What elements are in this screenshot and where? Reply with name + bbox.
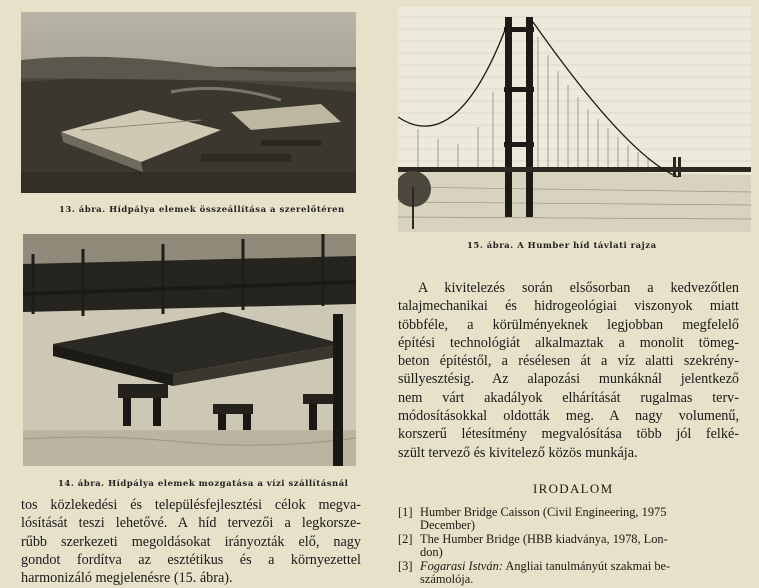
reference-text: The Humber Bridge (HBB kiadványa, 1978, Lon-	[420, 532, 668, 547]
references-list	[398, 506, 748, 588]
text-line: talajmechanikai és hidrogeológiai viszonyok miatt	[398, 298, 739, 315]
figure-13-caption: 13. ábra. Hídpálya elemek összeállítása a szerelőtéren	[59, 205, 345, 215]
figure-13-photo	[21, 12, 356, 193]
reference-number: [2]	[398, 532, 413, 547]
reference-title: Angliai tanulmányút szakmai be-	[502, 559, 671, 574]
left-paragraph	[21, 496, 361, 587]
text-line: rűbb szerkezeti megoldásokat irányozták elő, nagy	[21, 533, 361, 550]
text-line: többféle, a körülményeknek legjobban megfelelő	[398, 316, 739, 333]
text-line: lósítását teszi lehetővé. A híd tervezői a legkorsze-	[21, 515, 361, 532]
text-line: A kivitelezés során elsősorban a kedvezőtlen	[418, 280, 739, 296]
figure-15-caption: 15. ábra. A Humber híd távlati rajza	[467, 241, 657, 251]
text-line: szült tervező és kivitelező közös munkája.	[398, 444, 638, 461]
reference-item	[398, 533, 748, 558]
text-line: tos közlekedési és településfejlesztési célok megva-	[21, 497, 361, 513]
reference-author: Fogarasi István:	[420, 559, 503, 574]
reference-text: don)	[420, 544, 443, 559]
reference-text: számolója.	[420, 571, 474, 586]
text-line: süllyesztésig. Az alapozási munkáknál jelentkező	[398, 371, 739, 388]
text-line: építési technológiát alkalmaztak a monolit tömeg-	[398, 334, 739, 351]
reference-text: Humber Bridge Caisson (Civil Engineering, 1975	[420, 505, 667, 519]
text-line: beton építéstől, a résélesen át a víz alatti szekrény-	[398, 353, 739, 370]
text-line: nem várt akadályok elhárítását rugalmas terv-	[398, 389, 739, 406]
text-line: módosításokkal oldották meg. A nagy volumenű,	[398, 408, 739, 425]
reference-number: [1]	[398, 505, 413, 519]
reference-text: December)	[420, 517, 476, 532]
figure-15-drawing	[398, 7, 751, 232]
right-paragraph	[398, 279, 739, 462]
reference-item	[398, 506, 748, 531]
text-line: harmonizáló megjelenésre (15. ábra).	[21, 570, 233, 587]
figure-14-caption: 14. ábra. Hídpálya elemek mozgatása a vízi szállításnál	[58, 479, 349, 489]
reference-item	[398, 560, 748, 585]
references-heading: IRODALOM	[533, 481, 614, 496]
figure-14-photo	[23, 234, 356, 466]
text-line: korszerű létesítmény megvalósítása több jól felké-	[398, 426, 739, 443]
reference-number: [3]	[398, 559, 413, 574]
text-line: gondot fordítva az esztétikus és a környezettel	[21, 551, 361, 568]
